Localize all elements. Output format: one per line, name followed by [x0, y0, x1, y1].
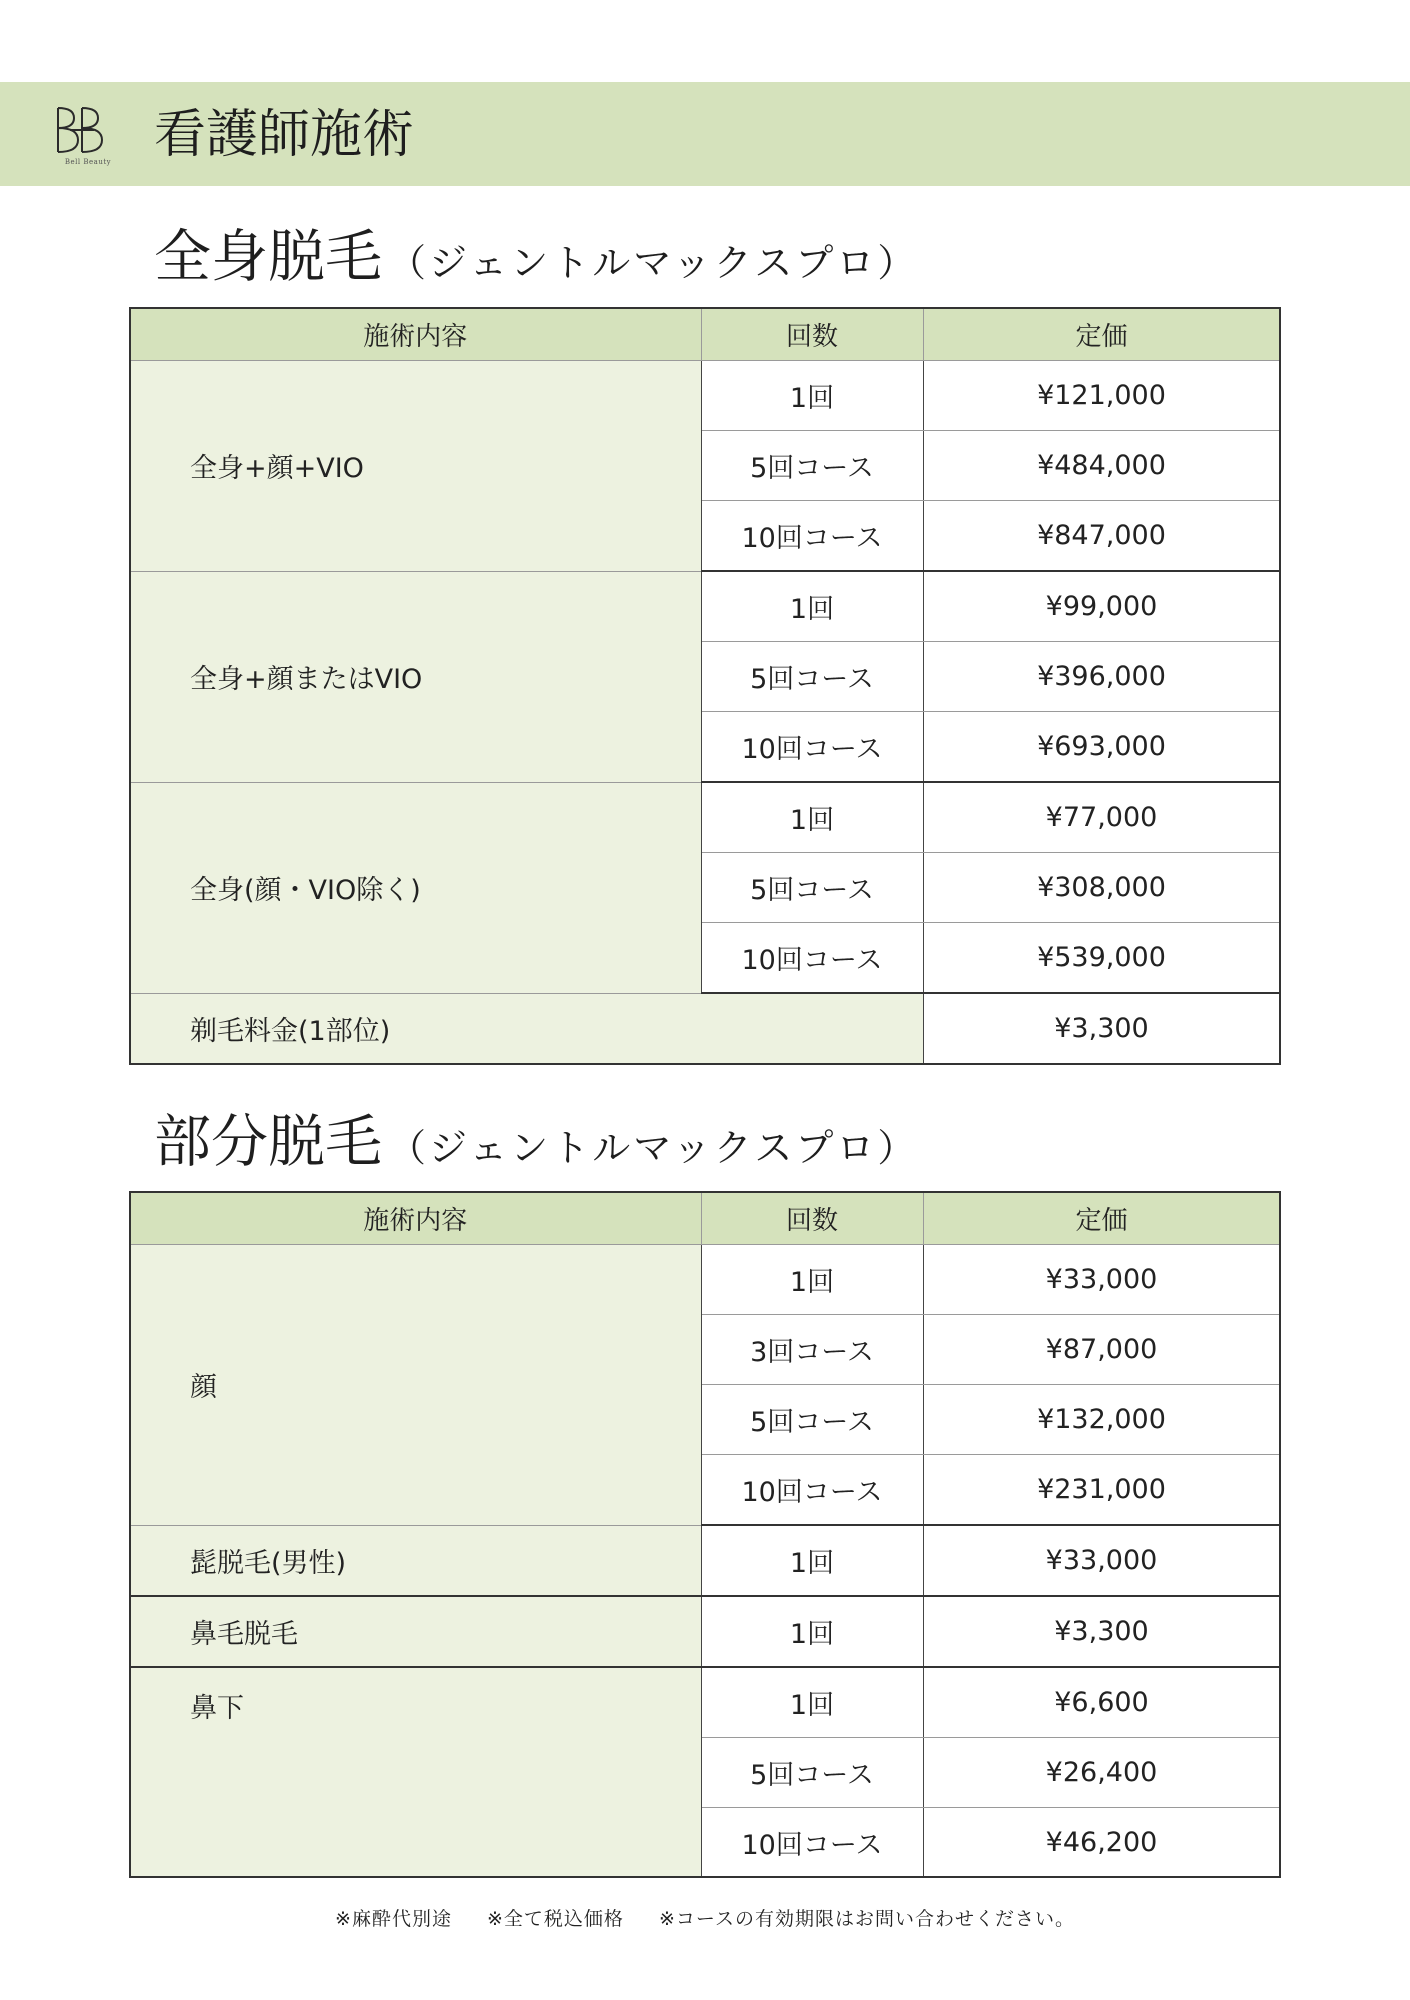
footnotes [0, 1904, 1410, 1931]
table-header-row [130, 308, 1280, 361]
price-cell: ¥33,000 [923, 1525, 1280, 1596]
price-cell: ¥99,000 [923, 571, 1280, 642]
price-cell: ¥847,000 [923, 501, 1280, 572]
column-header-count: 回数 [701, 1192, 923, 1245]
footnote-tax: ※全て税込価格 [487, 1908, 624, 1930]
price-cell: ¥46,200 [923, 1808, 1280, 1878]
price-cell: ¥33,000 [923, 1245, 1280, 1315]
column-header-treatment: 施術内容 [130, 308, 701, 361]
section-title: 全身脱毛 [154, 224, 382, 290]
count-cell: 3回コース [701, 1315, 923, 1385]
price-cell: ¥77,000 [923, 782, 1280, 853]
section-subtitle: （ジェントルマックスプロ） [388, 241, 919, 285]
count-cell: 1回 [701, 1667, 923, 1738]
price-cell: ¥132,000 [923, 1385, 1280, 1455]
count-cell: 5回コース [701, 642, 923, 712]
section-subtitle: （ジェントルマックスプロ） [388, 1126, 919, 1170]
price-cell: ¥3,300 [923, 1596, 1280, 1667]
price-cell: ¥6,600 [923, 1667, 1280, 1738]
footnote-expiry: ※コースの有効期限はお問い合わせください。 [658, 1908, 1075, 1930]
table-row [130, 1525, 1280, 1596]
count-cell: 1回 [701, 782, 923, 853]
section-heading-partial [154, 1107, 918, 1177]
count-cell: 5回コース [701, 1738, 923, 1808]
table-row [130, 782, 1280, 853]
section-title: 部分脱毛 [154, 1109, 382, 1175]
treatment-cell: 全身+顔+VIO [130, 361, 701, 572]
price-cell: ¥231,000 [923, 1455, 1280, 1526]
price-table-full-body [130, 308, 1281, 1063]
table-row [130, 361, 1280, 431]
price-cell: ¥693,000 [923, 712, 1280, 783]
price-cell: ¥308,000 [923, 853, 1280, 923]
count-cell: 1回 [701, 1525, 923, 1596]
table-row [130, 1596, 1280, 1667]
price-cell: ¥121,000 [923, 361, 1280, 431]
count-cell: 5回コース [701, 1385, 923, 1455]
price-cell: ¥26,400 [923, 1738, 1280, 1808]
price-table-partial [130, 1192, 1281, 1878]
count-cell: 5回コース [701, 431, 923, 501]
price-cell: ¥3,300 [923, 993, 1280, 1063]
count-cell: 10回コース [701, 1455, 923, 1526]
count-cell: 10回コース [701, 923, 923, 994]
treatment-cell: 鼻下 [130, 1667, 701, 1877]
count-cell: 1回 [701, 361, 923, 431]
column-header-count: 回数 [701, 308, 923, 361]
table-header-row [130, 1192, 1280, 1245]
table-row [130, 1245, 1280, 1315]
treatment-cell: 剃毛料金(1部位) [130, 993, 923, 1063]
column-header-price: 定価 [923, 1192, 1280, 1245]
treatment-cell: 全身+顔またはVIO [130, 571, 701, 782]
table-row [130, 993, 1280, 1063]
price-cell: ¥87,000 [923, 1315, 1280, 1385]
count-cell: 5回コース [701, 853, 923, 923]
count-cell: 1回 [701, 1245, 923, 1315]
price-cell: ¥539,000 [923, 923, 1280, 994]
logo-caption: Bell Beauty [64, 158, 112, 166]
brand-logo [52, 102, 124, 172]
count-cell: 10回コース [701, 501, 923, 572]
price-cell: ¥396,000 [923, 642, 1280, 712]
column-header-treatment: 施術内容 [130, 1192, 701, 1245]
count-cell: 10回コース [701, 1808, 923, 1878]
header-band [0, 82, 1410, 186]
treatment-cell: 鼻毛脱毛 [130, 1596, 701, 1667]
column-header-price: 定価 [923, 308, 1280, 361]
table-row [130, 571, 1280, 642]
treatment-cell: 顔 [130, 1245, 701, 1526]
section-heading-full-body [154, 222, 918, 292]
table-row [130, 1667, 1280, 1738]
price-cell: ¥484,000 [923, 431, 1280, 501]
count-cell: 10回コース [701, 712, 923, 783]
footnote-anesthesia: ※麻酔代別途 [335, 1908, 452, 1930]
count-cell: 1回 [701, 571, 923, 642]
count-cell: 1回 [701, 1596, 923, 1667]
treatment-cell: 髭脱毛(男性) [130, 1525, 701, 1596]
page-title: 看護師施術 [154, 105, 415, 165]
treatment-cell: 全身(顔・VIO除く) [130, 782, 701, 993]
